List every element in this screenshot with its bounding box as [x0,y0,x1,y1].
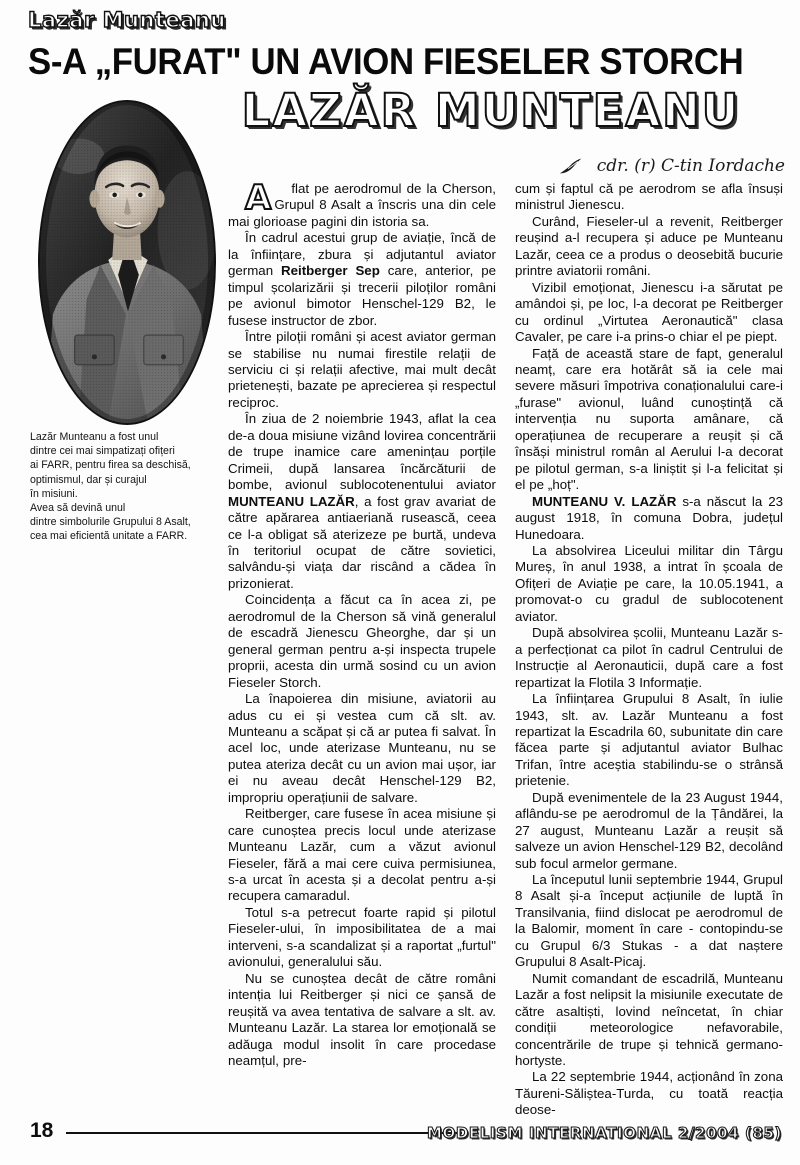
paragraph-text: În cadrul acestui grup de aviație, încă de la înființare, zbura și adjutantul aviator german [228,230,496,279]
photo-caption-line: optimismul, dar și curajul [30,473,147,486]
article-paragraph: La absolvirea Liceului militar din Târgu Mureș, în anul 1938, a intrat în școala de Ofițeri de Aviație pe care, la 10.05.1941, a promovat-o cu gradul de sublocotenent aviator. [515,542,783,624]
article-subheadline: LAZĂR MUNTEANU [241,84,741,137]
page-number: 18 [30,1119,54,1142]
photo-caption-line: în misiuni. [30,487,78,500]
paragraph-emphasis: MUNTEANU V. LAZĂR [532,493,677,509]
article-paragraph: Nu se cunoștea decât de către români intenția lui Reitberger și nici ce șansă de reușită va avea tentativa de salvare a slt. av. Munteanu Lazăr. La starea lor emoțională se adăuga modul insolit în care procedase neamțul, pre- [228,970,496,1069]
article-paragraph: cum și faptul că pe aerodrom se afla însuși ministrul Jienescu. [515,181,783,213]
photo-caption-line: Lazăr Munteanu a fost unul [30,431,159,443]
paragraph-text: care, anterior, pe timpul școlarizării și trecerii piloților români pe avionul bimotor Henschel-129 B2, le fusese instructor de zbor. [228,263,496,328]
article-paragraph: Reitberger, care fusese în acea misiune și care cunoștea precis locul unde aterizase Munteanu Lazăr, cum a văzut avionul Fieseler, fără a mai cere cuiva permisiunea, s-a urcat în acesta și a decolat pentru a-și recupera camaradul. [228,806,496,904]
photo-caption-line: cea mai eficientă unitate a FARR. [30,530,188,543]
article-column-left [228,178,496,1111]
article-paragraph: Față de această stare de fapt, generalul neamț, care era hotărât să ia cele mai severe măsuri împotriva conaționalului care-i „furase" avionul, luând cunoștință că intervenția nu suporta amânare, că operațiunea de recuperare a reușit și că însăși ministrul român al Aerului l-a decorat pe pilotul german, s-a liniștit și l-a felicitat și el pe „hoț". [515,345,783,493]
photo-caption [30,430,220,544]
quill-pen-icon [557,156,587,181]
paragraph-emphasis: MUNTEANU LAZĂR [228,493,355,509]
article-paragraph: După evenimentele de la 23 August 1944, aflându-se pe aerodromul de la Țândărei, la 27 august, Munteanu Lazăr a reușit să salveze un avion Henschel-129 B2, decolând sub focul armelor germane. [515,789,783,871]
article-column-right [515,181,783,1121]
article-paragraph: Între piloții români și acest aviator german se stabilise nu numai firestile relații de serviciu ci și relații afective, mai mult decât prietenești, bazate pe aprecierea și respectul reciproc. [228,329,496,410]
article-paragraph: La începutul lunii septembrie 1944, Grupul 8 Asalt și-a început acțiunile de luptă în Transilvania, fiind dislocat pe aerodromul de la Balomir, moment în care - contopindu-se cu Grupul 6/3 Stukas - a dat naștere Grupului 8 Asalt-Picaj. [515,872,783,970]
article-paragraph: Coincidența a făcut ca în acea zi, pe aerodromul de la Cherson să vină generalul de escadră Jienescu Gheorghe, dar și un general german pentru a-și inspecta trupele proprii, acesta din urmă sosind cu un avion Fieseler Storch. [228,592,496,690]
byline-text: cdr. (r) C-tin Iordache [596,156,785,176]
article-paragraph [515,494,783,543]
photo-caption-line: ai FARR, pentru firea sa deschisă, [30,459,191,472]
article-paragraph: La înființarea Grupului 8 Asalt, în iulie 1943, slt. av. Lazăr Munteanu a fost repartizat la Escadrila 60, subunitate din care făcea parte și adjutantul aviator Bulhac Trifan, între aceștia stabilindu-se o strânsă prietenie. [515,691,783,789]
portrait-photo [38,100,216,425]
article-paragraph [228,230,496,329]
paragraph-emphasis: Reitberger Sep [281,263,380,279]
article-paragraph: La înapoierea din misiune, aviatorii au adus cu ei și vestea cum că slt. av. Munteanu a scăpat și că ar putea fi salvat. În acel loc, unde aterizase Munteanu, nu se putea ateriza decât cu un avion mai ușor, iar ei nu aveau decât Henschel-129 B2, impropriu operațiunii de salvare. [228,691,496,805]
photo-caption-line: dintre simbolurile Grupului 8 Asalt, [30,516,191,529]
article-kicker: Lazăr Munteanu [28,8,226,32]
article-paragraph: După absolvirea școlii, Munteanu Lazăr s-a perfecționat ca pilot în cadrul Centrului de Instrucție al Aeronauticii, după care a fost repartizat la Flotila 3 Informație. [515,625,783,690]
paragraph-text: s-a născut la 23 august 1918, în comuna Dobra, județul Hunedoara. [515,493,783,542]
portrait-photo-image [40,102,214,423]
article-paragraph: Vizibil emoționat, Jienescu i-a sărutat pe amândoi și, pe loc, l-a decorat pe Reitberger cu ordinul „Virtutea Aeronautică" clasa Cavaler, pe care i-a prins-o chiar el pe piept. [515,279,783,345]
paragraph-text: În ziua de 2 noiembrie 1943, aflat la cea de-a doua misiune vizând lovirea concentrării de trupe inamice care amenințau porțile Crimeii, după lansarea încărcăturii de bombe, avionul sublocotenentului aviator [228,411,496,493]
article-paragraph: Totul s-a petrecut foarte rapid și pilotul Fieseler-ului, în imposibilitatea de a mai interveni, s-a scandalizat și a raportat „furtul" avionului, generalului său. [228,904,496,970]
article-paragraph [228,411,496,592]
article-paragraph [228,178,496,230]
article-paragraph: Curând, Fieseler-ul a revenit, Reitberger reușind a-l recupera și aduce pe Munteanu Lazăr, ceea ce a produs o deosebită bucurie printre aviatorii români. [515,213,783,279]
article-byline [515,156,785,178]
footer-divider [66,1132,462,1134]
photo-caption-line: dintre cei mai simpatizați ofițeri [30,445,175,458]
paragraph-text: , a fost grav avariat de către apărarea antiaeriană rusească, ceea ce l-a obligat să aterizeze pe burtă, undeva în teritoriul ocupat de către sovietici, salvându-și viața dar riscând a cădea în prizonierat. [228,493,496,591]
article-headline: S-A „FURAT" UN AVION FIESELER STORCH [28,41,744,82]
portrait-photo-frame [38,100,216,425]
photo-caption-line: Avea să devină unul [30,502,126,515]
drop-cap: A [245,178,272,218]
article-paragraph: La 22 septembrie 1944, acționând în zona Tăureni-Săliștea-Turda, cu toată reacția deose- [515,1069,783,1118]
article-paragraph: Numit comandant de escadrilă, Munteanu Lazăr a fost nelipsit la misiunile executate de către asaltiști, lovind neîncetat, în chiar condiții meteorologice nefavorabile, concentrările de trupe și tehnică germano-hortyste. [515,970,783,1069]
publication-footer: MODELISM INTERNATIONAL 2/2004 (85) [426,1124,782,1142]
paragraph-text: flat pe aerodromul de la Cherson, Grupul 8 Asalt a înscris una din cele mai glorioase pagini din istoria sa. [228,181,496,229]
